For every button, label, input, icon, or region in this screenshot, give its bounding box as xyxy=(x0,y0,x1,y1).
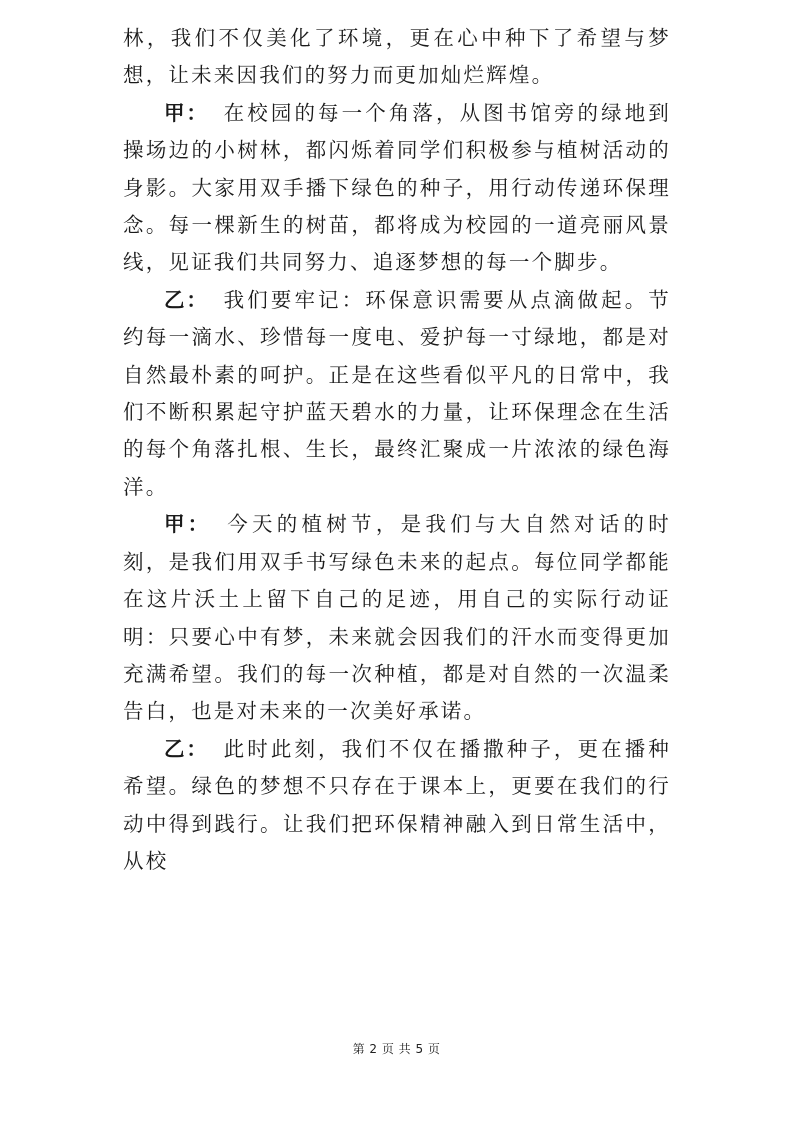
paragraph-continuation xyxy=(123,20,671,95)
page-number-footer: 第 2 页 共 5 页 xyxy=(352,1042,441,1056)
paragraph-text: 此时此刻，我们不仅在播撒种子，更在播种希望。绿色的梦想不只存在于课本上，更要在我们的行动中得到践行。让我们把环保精神融入到日常生活中，从校 xyxy=(123,736,671,873)
paragraph-speaker-jia xyxy=(123,95,671,282)
speaker-label: 乙： xyxy=(164,736,209,761)
paragraph-speaker-jia xyxy=(123,506,671,730)
paragraph-speaker-yi xyxy=(123,282,671,506)
paragraph-text: 林，我们不仅美化了环境，更在心中种下了希望与梦想，让未来因我们的努力而更加灿烂辉煌。 xyxy=(123,26,671,88)
paragraph-text: 今天的植树节，是我们与大自然对话的时刻，是我们用双手书写绿色未来的起点。每位同学都能在这片沃土上留下自己的足迹，用自己的实际行动证明：只要心中有梦，未来就会因我们的汗水而变得更加充满希望。我们的每一次种植，都是对自然的一次温柔告白，也是对未来的一次美好承诺。 xyxy=(123,512,671,724)
document-body xyxy=(123,20,671,880)
paragraph-text: 在校园的每一个角落，从图书馆旁的绿地到操场边的小树林，都闪烁着同学们积极参与植树活动的身影。大家用双手播下绿色的种子，用行动传递环保理念。每一棵新生的树苗，都将成为校园的一道亮丽风景线，见证我们共同努力、追逐梦想的每一个脚步。 xyxy=(123,100,671,275)
paragraph-text: 我们要牢记：环保意识需要从点滴做起。节约每一滴水、珍惜每一度电、爱护每一寸绿地，都是对自然最朴素的呵护。正是在这些看似平凡的日常中，我们不断积累起守护蓝天碧水的力量，让环保理念在生活的每个角落扎根、生长，最终汇聚成一片浓浓的绿色海洋。 xyxy=(123,287,671,499)
speaker-label: 乙： xyxy=(164,287,209,312)
speaker-label: 甲： xyxy=(164,512,212,537)
paragraph-speaker-yi xyxy=(123,731,671,881)
speaker-label: 甲： xyxy=(164,100,209,125)
